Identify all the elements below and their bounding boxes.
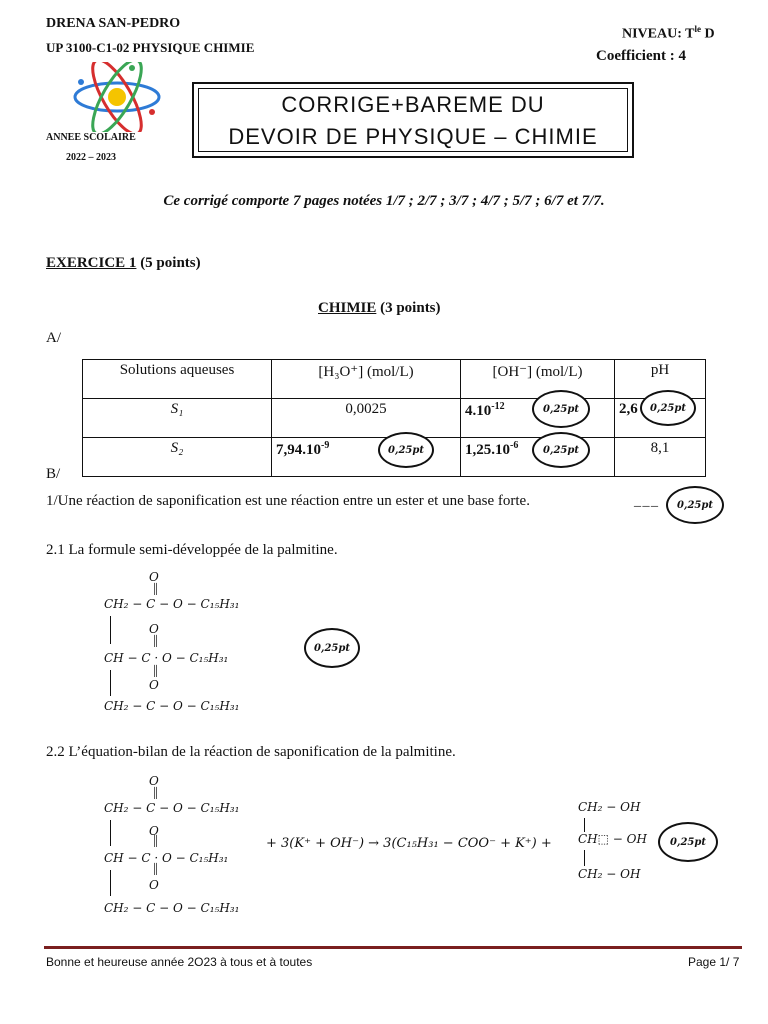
- question-1-dash: _ _ _: [634, 494, 657, 509]
- row-s1-oh: $4.10^{-12}$: [461, 399, 615, 438]
- glycerol-row-1: CH₂ − OH: [578, 800, 641, 814]
- row-s2-h3o: $7,94.10^{-9}$: [272, 438, 461, 477]
- title-line-2: DEVOIR DE PHYSIQUE – CHIMIE: [228, 124, 598, 149]
- saponification-equation: + 3(K⁺ + OH⁻) → 3(C₁₅H₃₁ − COO⁻ + K⁺) +: [266, 836, 552, 851]
- equation-row-3: CH₂ − C − O − C₁₅H₃₁: [104, 901, 240, 915]
- footer-left: Bonne et heureuse année 2O23 à tous et à toutes: [46, 955, 313, 969]
- col-header-solutions: Solutions aqueuses: [83, 360, 272, 399]
- row-s1-h3o: 0,0025: [272, 399, 461, 438]
- formula-oxygen: O: [149, 878, 159, 892]
- score-mark: 0,25pt: [658, 822, 718, 862]
- table-row: [83, 399, 706, 438]
- col-header-ph: pH: [615, 360, 706, 399]
- formula-row-1: CH₂ − C − O − C₁₅H₃₁: [104, 597, 240, 611]
- niveau: NIVEAU: $T^{le}$ D: [622, 24, 715, 42]
- question-2-1: 2.1 La formule semi-développée de la palmitine.: [46, 542, 338, 558]
- col-header-oh: [OH⁻] (mol/L): [461, 360, 615, 399]
- formula-oxygen: O: [149, 622, 159, 636]
- row-s2-label: S₂: [83, 438, 272, 477]
- score-mark: 0,25pt: [666, 486, 724, 524]
- exercise-title: EXERCICE 1 (5 points): [46, 255, 201, 271]
- school-year: 2022 – 2023: [66, 152, 116, 163]
- question-2-2: 2.2 L’équation-bilan de la réaction de saponification de la palmitine.: [46, 744, 456, 760]
- atom-logo: [70, 62, 164, 132]
- footer-rule: [44, 946, 742, 949]
- formula-row-2: CH − C · O − C₁₅H₃₁: [104, 651, 229, 665]
- formula-oxygen: O: [149, 678, 159, 692]
- formula-oxygen: O: [149, 774, 159, 788]
- part-a: A/: [46, 330, 61, 346]
- title-line-1: CORRIGE+BAREME DU: [281, 92, 545, 117]
- formula-oxygen: O: [149, 824, 159, 838]
- score-mark: 0,25pt: [304, 628, 360, 668]
- row-s1-ph: 2,6: [615, 399, 706, 438]
- formula-oxygen: O: [149, 570, 159, 584]
- header-up: UP 3100-C1-02 PHYSIQUE CHIMIE: [46, 40, 255, 55]
- question-1: 1/Une réaction de saponification est une réaction entre un ester et une base forte.: [46, 493, 530, 509]
- score-mark: 0,25pt: [532, 390, 590, 428]
- title-box: [192, 82, 634, 158]
- table-header-row: [83, 360, 706, 399]
- score-mark: 0,25pt: [532, 432, 590, 468]
- equation-row-1: CH₂ − C − O − C₁₅H₃₁: [104, 801, 240, 815]
- equation-row-2: CH − C · O − C₁₅H₃₁: [104, 851, 229, 865]
- glycerol-row-3: CH₂ − OH: [578, 867, 641, 881]
- intro-text: Ce corrigé comporte 7 pages notées 1/7 ; 2/7 ; 3/7 ; 4/7 ; 5/7 ; 6/7 et 7/7.: [163, 193, 605, 209]
- section-title: CHIMIE (3 points): [318, 300, 441, 316]
- logo-nucleus: [108, 88, 126, 106]
- page-number: Page 1/ 7: [688, 955, 740, 969]
- row-s1-label: S₁: [83, 399, 272, 438]
- row-s2-ph: 8,1: [615, 438, 706, 477]
- col-header-h3o: [H₃O⁺] (mol/L): [272, 360, 461, 399]
- formula-row-3: CH₂ − C − O − C₁₅H₃₁: [104, 699, 240, 713]
- glycerol-row-2: CH⬚ − OH: [578, 832, 647, 846]
- part-b: B/: [46, 466, 61, 482]
- coefficient: Coefficient : 4: [596, 48, 686, 64]
- score-mark: 0,25pt: [378, 432, 434, 468]
- header-drena: DRENA SAN-PEDRO: [46, 16, 181, 31]
- school-year-label: ANNEE SCOLAIRE: [46, 132, 136, 143]
- score-mark: 0,25pt: [640, 390, 696, 426]
- row-s2-oh: $1,25.10^{-6}$: [461, 438, 615, 477]
